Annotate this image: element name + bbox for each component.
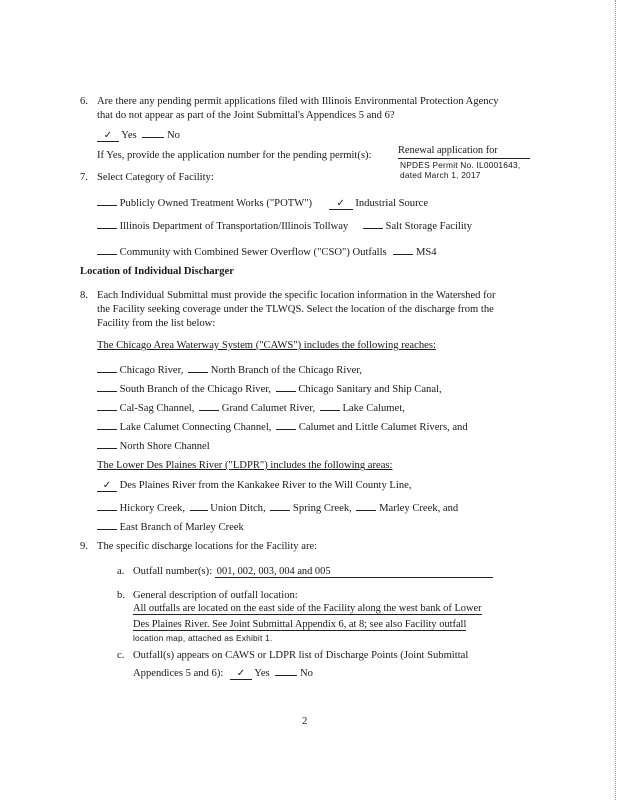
q7-prompt: Select Category of Facility:	[97, 172, 214, 183]
q9c-line1: Outfall(s) appears on CAWS or LDPR list of Discharge Points (Joint Submittal	[133, 650, 469, 661]
hickory-creek-blank[interactable]	[97, 499, 117, 511]
ldpr-row1	[97, 480, 411, 493]
q7-row3	[97, 243, 437, 260]
q7-opt-salt: Salt Storage Facility	[385, 221, 473, 232]
q6-typed-line2: dated March 1, 2017	[400, 170, 481, 180]
q7-idot-blank[interactable]	[97, 217, 117, 229]
q7-row1	[97, 194, 428, 211]
caws-north-shore: North Shore Channel	[119, 441, 210, 452]
q7-opt-industrial: Industrial Source	[355, 198, 429, 209]
ldpr-hickory-creek: Hickory Creek,	[119, 503, 185, 514]
grand-calumet-blank[interactable]	[199, 399, 219, 411]
q8-number: 8.	[80, 290, 88, 301]
q6-if-yes: If Yes, provide the application number for the pending permit(s):	[97, 150, 372, 161]
des-plaines-blank[interactable]	[97, 480, 117, 492]
connecting-channel-blank[interactable]	[97, 418, 117, 430]
q6-no-blank[interactable]	[142, 126, 164, 138]
q7-opt-potw: Publicly Owned Treatment Works ("POTW")	[119, 198, 313, 209]
q9-prompt: The specific discharge locations for the Facility are:	[97, 541, 318, 552]
q6-yes-label: Yes	[121, 130, 137, 141]
north-shore-blank[interactable]	[97, 437, 117, 449]
check-mark-icon: ✓	[236, 668, 246, 679]
caws-little-calumet: Calumet and Little Calumet Rivers, and	[298, 422, 468, 433]
marley-creek-blank[interactable]	[356, 499, 376, 511]
caws-row3	[97, 399, 405, 416]
south-branch-blank[interactable]	[97, 380, 117, 392]
q7-opt-idot: Illinois Department of Transportation/Illinois Tollway	[119, 221, 349, 232]
q6-handwritten-answer: Renewal application for	[398, 145, 530, 159]
union-ditch-blank[interactable]	[190, 499, 208, 511]
ldpr-des-plaines: Des Plaines River from the Kankakee River to the Will County Line,	[119, 480, 412, 491]
sanitary-canal-blank[interactable]	[276, 380, 296, 392]
chicago-river-blank[interactable]	[97, 361, 117, 373]
q7-salt-blank[interactable]	[363, 217, 383, 229]
q9b-letter: b.	[117, 590, 125, 601]
q9c-no-label: No	[299, 668, 313, 679]
q6-line1: Are there any pending permit applications filed with Illinois Environmental Protection Agency	[97, 96, 499, 107]
ldpr-east-branch: East Branch of Marley Creek	[119, 522, 244, 533]
ldpr-marley-creek: Marley Creek, and	[379, 503, 459, 514]
q9c-yes-label: Yes	[254, 668, 270, 679]
q6-no-label: No	[167, 130, 180, 141]
q7-number: 7.	[80, 172, 88, 183]
caws-south-branch: South Branch of the Chicago River,	[119, 384, 272, 395]
caws-sanitary-canal: Chicago Sanitary and Ship Canal,	[298, 384, 442, 395]
spring-creek-blank[interactable]	[270, 499, 290, 511]
section-heading-location: Location of Individual Discharger	[80, 266, 234, 277]
caws-row2	[97, 380, 442, 397]
caws-cal-sag: Cal-Sag Channel,	[119, 403, 195, 414]
q7-ms4-blank[interactable]	[393, 243, 413, 255]
ldpr-row2	[97, 499, 458, 516]
q7-potw-blank[interactable]	[97, 194, 117, 206]
caws-lake-calumet: Lake Calumet,	[342, 403, 405, 414]
q9b-answer-line2: Des Plaines River. See Joint Submittal Appendix 6, at 8; see also Facility outfall	[133, 619, 467, 630]
q7-cso-blank[interactable]	[97, 243, 117, 255]
q6-line2: that do not appear as part of the Joint Submittal's Appendices 5 and 6?	[97, 110, 395, 121]
check-mark-icon: ✓	[102, 480, 112, 491]
ldpr-union-ditch: Union Ditch,	[210, 503, 266, 514]
check-mark-icon: ✓	[103, 130, 113, 141]
q6-typed-line1: NPDES Permit No. IL0001643,	[400, 160, 521, 170]
q7-opt-ms4: MS4	[415, 247, 437, 258]
check-mark-icon: ✓	[336, 198, 345, 209]
q9a-letter: a.	[117, 566, 125, 577]
q9c-yes-blank[interactable]	[230, 668, 252, 680]
ldpr-row3	[97, 518, 244, 535]
q7-industrial-blank[interactable]	[329, 198, 353, 210]
q9c-letter: c.	[117, 650, 125, 661]
caws-grand-calumet: Grand Calumet River,	[221, 403, 316, 414]
q9b-typed-line: location map, attached as Exhibit 1.	[133, 633, 273, 643]
ldpr-spring-creek: Spring Creek,	[292, 503, 352, 514]
scan-edge	[614, 0, 616, 800]
east-branch-blank[interactable]	[97, 518, 117, 530]
q9-number: 9.	[80, 541, 88, 552]
q9b-answer-line1: All outfalls are located on the east side of the Facility along the west bank of Lower	[133, 603, 482, 614]
caws-connecting-channel: Lake Calumet Connecting Channel,	[119, 422, 272, 433]
q9c-line2: Appendices 5 and 6):	[133, 668, 224, 679]
q6-yes-blank[interactable]	[97, 130, 119, 142]
q8-line3: Facility from the list below:	[97, 318, 216, 329]
little-calumet-blank[interactable]	[276, 418, 296, 430]
q8-line1: Each Individual Submittal must provide the specific location information in the Watershed for	[97, 290, 496, 301]
north-branch-blank[interactable]	[188, 361, 208, 373]
q8-line2: the Facility seeking coverage under the TLWQS. Select the location of the discharge from the	[97, 304, 494, 315]
q6-number: 6.	[80, 96, 88, 107]
q7-opt-cso: Community with Combined Sewer Overflow ("CSO") Outfalls	[119, 247, 387, 258]
q9c-row	[133, 664, 313, 681]
q6-answer-row	[97, 126, 180, 143]
q9b-label: General description of outfall location:	[133, 590, 298, 601]
q9a-row	[133, 566, 493, 579]
caws-chicago-river: Chicago River,	[119, 365, 184, 376]
ldpr-heading: The Lower Des Plaines River ("LDPR") includes the following areas:	[97, 460, 393, 471]
q7-row2	[97, 217, 472, 234]
q9c-no-blank[interactable]	[275, 664, 297, 676]
outfall-number-field[interactable]: 001, 002, 003, 004 and 005	[215, 566, 493, 578]
caws-row4	[97, 418, 468, 435]
caws-heading: The Chicago Area Waterway System ("CAWS") includes the following reaches:	[97, 340, 436, 351]
q9a-label: Outfall number(s):	[133, 566, 213, 577]
lake-calumet-blank[interactable]	[320, 399, 340, 411]
caws-row5	[97, 437, 210, 454]
caws-row1	[97, 361, 362, 378]
page-number: 2	[302, 716, 308, 727]
caws-north-branch: North Branch of the Chicago River,	[210, 365, 363, 376]
cal-sag-blank[interactable]	[97, 399, 117, 411]
